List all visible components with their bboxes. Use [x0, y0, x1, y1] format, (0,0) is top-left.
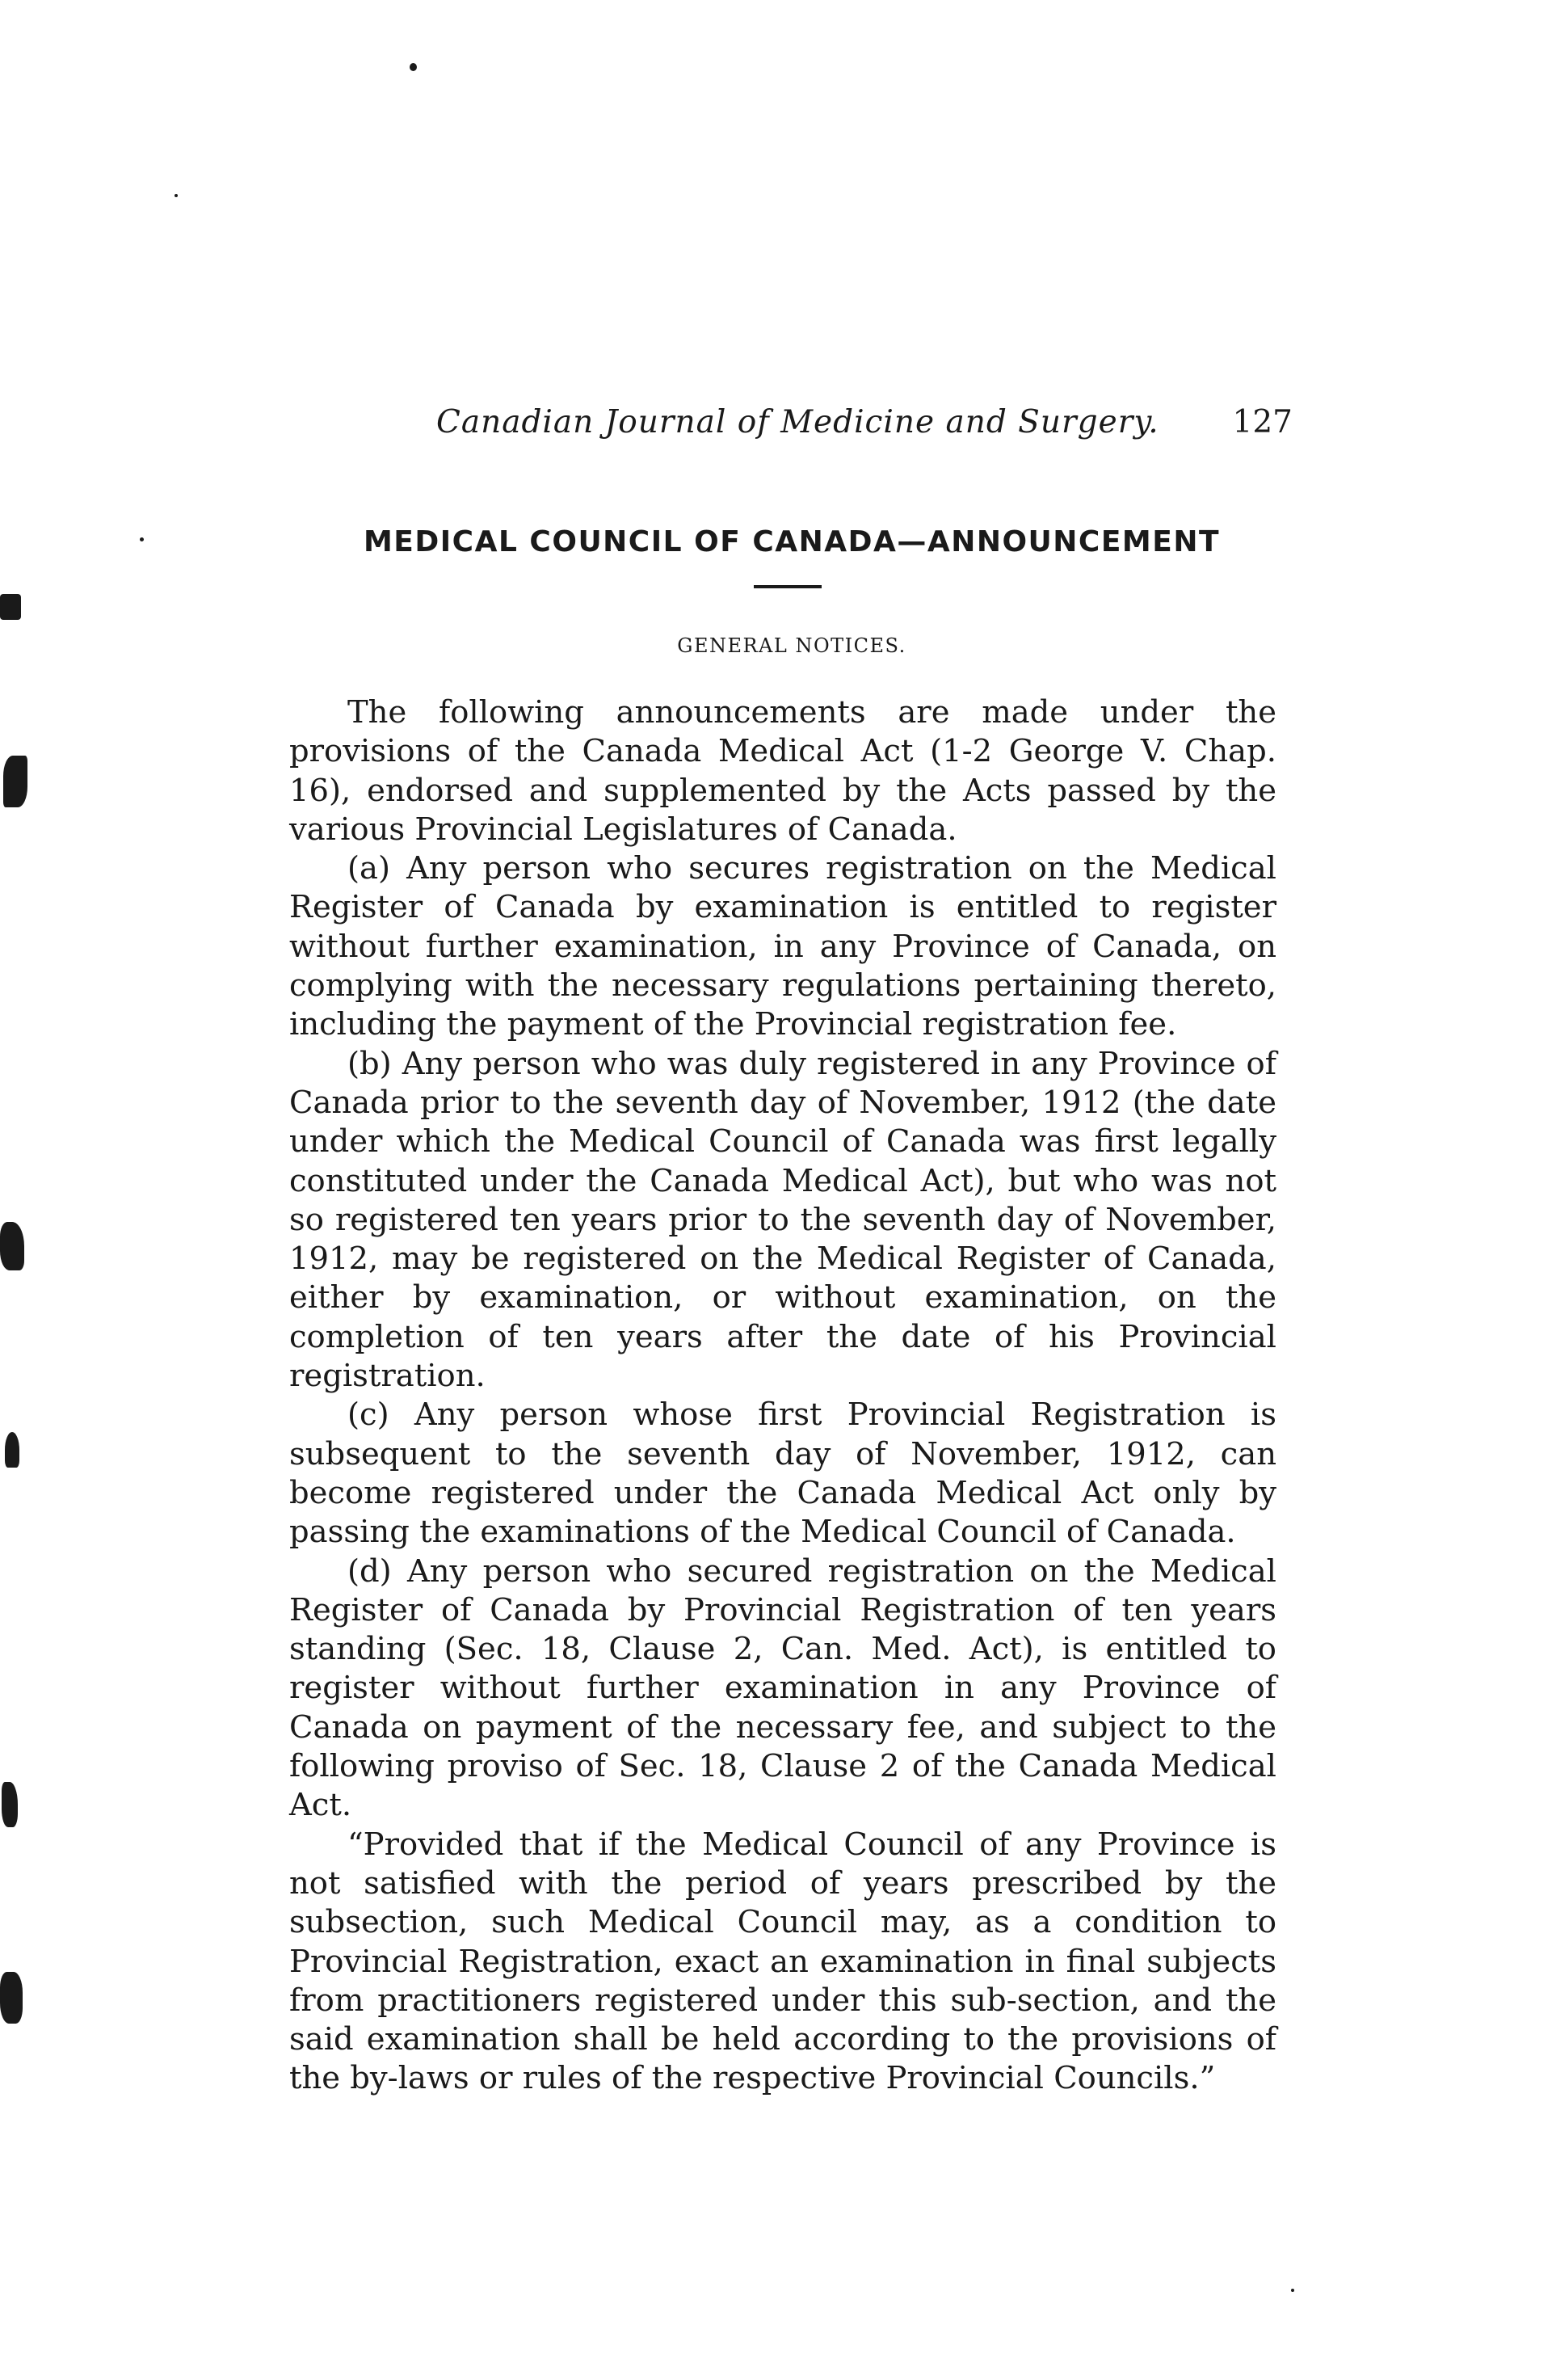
binding-mark: [3, 756, 27, 807]
page-number: 127: [1232, 404, 1293, 440]
running-header: [291, 404, 1293, 453]
article-title: MEDICAL COUNCIL OF CANADA—ANNOUNCEMENT: [363, 525, 1221, 558]
scan-speck: [175, 194, 178, 197]
binding-mark: [0, 1222, 24, 1270]
section-heading: GENERAL NOTICES.: [677, 634, 906, 657]
clause-d-paragraph: (d) Any person who secured registration on the Medical Register of Canada by Provincial Registration of ten years standing (Sec. 18, Clause 2, Can. Med. Act), is entitled to register without further examination in any Province of Canada on payment of the necessary fee, and subject to the following proviso of Sec. 18, Clause 2 of the Canada Medical Act.: [289, 1552, 1276, 1824]
article-body: [289, 693, 1276, 2099]
binding-mark: [5, 1432, 19, 1468]
scan-speck: [410, 63, 417, 71]
clause-b-paragraph: (b) Any person who was duly registered in any Province of Canada prior to the seventh day of November, 1912 (the date under which the Medical Council of Canada was first legally constituted under the Canada Medical Act), but who was not so registered ten years prior to the seventh day of November, 1912, may be registered on the Medical Register of Canada, either by examination, or without examination, on the completion of ten years after the date of his Provincial registration.: [289, 1045, 1276, 1395]
scan-speck: [1291, 2289, 1294, 2292]
intro-paragraph: The following announcements are made under the provisions of the Canada Medical Act (1-2 George V. Chap. 16), endorsed and supplemented by the Acts passed by the various Provincial Legislatures of Canada.: [289, 694, 1276, 848]
title-divider: [754, 585, 822, 588]
proviso-quote-paragraph: “Provided that if the Medical Council of any Province is not satisfied with the period of years prescribed by the subsection, such Medical Council may, as a condition to Provincial Registration, exact an examination in final subjects from practitioners registered under this sub-section, and the said examination shall be held according to the provisions of the by-laws or rules of the respective Provincial Councils.”: [289, 1826, 1276, 2097]
journal-title: Canadian Journal of Medicine and Surgery.: [436, 404, 1159, 440]
binding-mark: [0, 1972, 23, 2024]
scan-speck: [140, 537, 144, 541]
binding-mark: [0, 594, 21, 620]
clause-c-paragraph: (c) Any person whose first Provincial Registration is subsequent to the seventh day of November, 1912, can become registered under the Canada Medical Act only by passing the examinations of the Medical Council of Canada.: [289, 1396, 1276, 1551]
clause-a-paragraph: (a) Any person who secures registration on the Medical Register of Canada by examination is entitled to register without further examination, in any Province of Canada, on complying with the necessary regulations pertaining thereto, including the payment of the Provincial registration fee.: [289, 850, 1276, 1043]
binding-mark: [2, 1782, 18, 1827]
